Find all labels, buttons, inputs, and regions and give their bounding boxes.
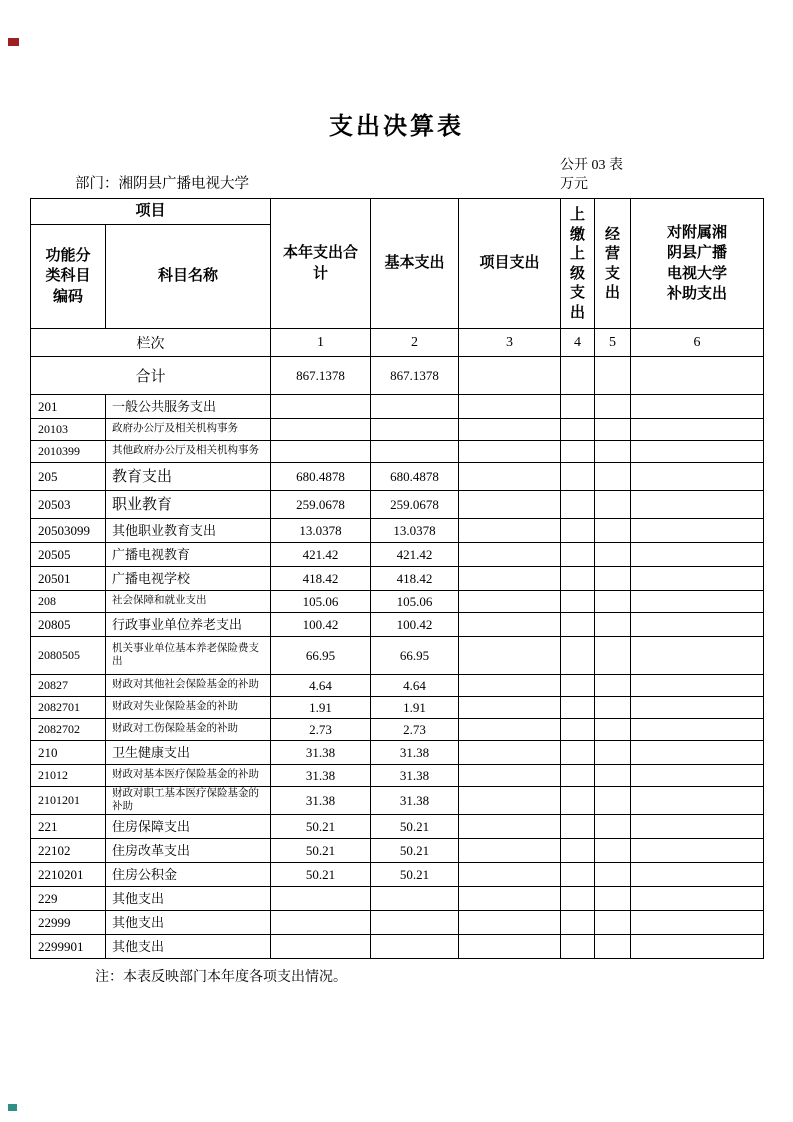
row-upper bbox=[561, 765, 595, 787]
row-project bbox=[459, 419, 561, 441]
unit-label: 万元 bbox=[560, 177, 588, 192]
page-title: 支出决算表 bbox=[329, 113, 464, 140]
row-subsidy bbox=[631, 697, 764, 719]
row-total: 1.91 bbox=[271, 697, 371, 719]
row-total: 105.06 bbox=[271, 591, 371, 613]
row-basic bbox=[371, 935, 459, 959]
row-name: 住房公积金 bbox=[106, 863, 271, 887]
table-row bbox=[31, 519, 764, 543]
row-operating bbox=[595, 787, 631, 815]
row-subsidy bbox=[631, 395, 764, 419]
row-project bbox=[459, 719, 561, 741]
table-row bbox=[31, 741, 764, 765]
row-basic: 100.42 bbox=[371, 613, 459, 637]
table-header bbox=[31, 199, 764, 395]
header-project-expenditure: 项目支出 bbox=[459, 199, 561, 329]
row-basic bbox=[371, 911, 459, 935]
row-project bbox=[459, 815, 561, 839]
row-operating bbox=[595, 697, 631, 719]
row-code: 205 bbox=[31, 463, 106, 491]
row-code: 201 bbox=[31, 395, 106, 419]
row-project bbox=[459, 637, 561, 675]
row-upper bbox=[561, 613, 595, 637]
row-code: 2082702 bbox=[31, 719, 106, 741]
row-code: 20501 bbox=[31, 567, 106, 591]
row-total: 50.21 bbox=[271, 839, 371, 863]
row-subsidy bbox=[631, 519, 764, 543]
row-total: 50.21 bbox=[271, 815, 371, 839]
row-project bbox=[459, 887, 561, 911]
row-upper bbox=[561, 887, 595, 911]
row-basic: 66.95 bbox=[371, 637, 459, 675]
index-row-label: 栏次 bbox=[31, 329, 271, 357]
row-name: 财政对失业保险基金的补助 bbox=[106, 697, 271, 719]
row-total: 13.0378 bbox=[271, 519, 371, 543]
row-operating bbox=[595, 395, 631, 419]
row-subsidy bbox=[631, 675, 764, 697]
row-total bbox=[271, 441, 371, 463]
row-upper bbox=[561, 911, 595, 935]
row-upper bbox=[561, 441, 595, 463]
row-operating bbox=[595, 911, 631, 935]
row-name: 政府办公厅及相关机构事务 bbox=[106, 419, 271, 441]
column-index: 2 bbox=[371, 329, 459, 357]
row-subsidy bbox=[631, 935, 764, 959]
row-subsidy bbox=[631, 741, 764, 765]
row-basic bbox=[371, 419, 459, 441]
column-index-row bbox=[31, 329, 764, 357]
row-operating bbox=[595, 441, 631, 463]
department-label: 部门：湘阴县广播电视大学 bbox=[75, 176, 249, 192]
row-operating bbox=[595, 463, 631, 491]
row-project bbox=[459, 741, 561, 765]
header-function-code-text: 功能分类科目编码 bbox=[45, 247, 91, 305]
table-row bbox=[31, 441, 764, 463]
row-basic: 418.42 bbox=[371, 567, 459, 591]
row-basic: 105.06 bbox=[371, 591, 459, 613]
total-row-total: 867.1378 bbox=[271, 357, 371, 395]
row-code: 22102 bbox=[31, 839, 106, 863]
row-name: 财政对基本医疗保险基金的补助 bbox=[106, 765, 271, 787]
total-row-operating bbox=[595, 357, 631, 395]
row-subsidy bbox=[631, 613, 764, 637]
row-subsidy bbox=[631, 463, 764, 491]
table-row bbox=[31, 911, 764, 935]
row-upper bbox=[561, 839, 595, 863]
header-operating-expenditure bbox=[595, 199, 631, 329]
row-name: 其他支出 bbox=[106, 887, 271, 911]
row-upper bbox=[561, 519, 595, 543]
row-name: 职业教育 bbox=[106, 491, 271, 519]
row-upper bbox=[561, 567, 595, 591]
row-upper bbox=[561, 637, 595, 675]
row-code: 20827 bbox=[31, 675, 106, 697]
row-basic: 50.21 bbox=[371, 863, 459, 887]
row-total: 31.38 bbox=[271, 765, 371, 787]
table-row bbox=[31, 463, 764, 491]
header-subsidy-text: 对附属湘阴县广播电视大学补助支出 bbox=[667, 224, 728, 302]
row-operating bbox=[595, 741, 631, 765]
row-name: 其他职业教育支出 bbox=[106, 519, 271, 543]
header-upper-text: 上缴上级支出 bbox=[570, 206, 586, 321]
row-project bbox=[459, 839, 561, 863]
row-upper bbox=[561, 491, 595, 519]
row-total: 421.42 bbox=[271, 543, 371, 567]
row-total: 259.0678 bbox=[271, 491, 371, 519]
row-project bbox=[459, 863, 561, 887]
row-operating bbox=[595, 887, 631, 911]
table-row bbox=[31, 765, 764, 787]
row-operating bbox=[595, 613, 631, 637]
row-subsidy bbox=[631, 719, 764, 741]
row-total: 66.95 bbox=[271, 637, 371, 675]
row-code: 221 bbox=[31, 815, 106, 839]
row-total: 50.21 bbox=[271, 863, 371, 887]
row-project bbox=[459, 591, 561, 613]
row-code: 2210201 bbox=[31, 863, 106, 887]
total-row-upper bbox=[561, 357, 595, 395]
row-total: 2.73 bbox=[271, 719, 371, 741]
row-upper bbox=[561, 419, 595, 441]
row-operating bbox=[595, 591, 631, 613]
row-subsidy bbox=[631, 567, 764, 591]
row-total: 31.38 bbox=[271, 787, 371, 815]
row-name: 行政事业单位养老支出 bbox=[106, 613, 271, 637]
row-project bbox=[459, 787, 561, 815]
header-operating-text: 经营支出 bbox=[605, 225, 621, 301]
total-row-basic: 867.1378 bbox=[371, 357, 459, 395]
row-subsidy bbox=[631, 815, 764, 839]
row-total: 4.64 bbox=[271, 675, 371, 697]
row-operating bbox=[595, 839, 631, 863]
table-row bbox=[31, 887, 764, 911]
row-subsidy bbox=[631, 911, 764, 935]
row-upper bbox=[561, 935, 595, 959]
row-project bbox=[459, 765, 561, 787]
row-upper bbox=[561, 741, 595, 765]
row-subsidy bbox=[631, 887, 764, 911]
row-total bbox=[271, 887, 371, 911]
row-basic: 31.38 bbox=[371, 741, 459, 765]
row-project bbox=[459, 441, 561, 463]
row-name: 其他支出 bbox=[106, 911, 271, 935]
row-name: 其他支出 bbox=[106, 935, 271, 959]
row-code: 2080505 bbox=[31, 637, 106, 675]
row-total: 100.42 bbox=[271, 613, 371, 637]
table-row bbox=[31, 637, 764, 675]
row-project bbox=[459, 519, 561, 543]
row-subsidy bbox=[631, 637, 764, 675]
expenditure-table bbox=[30, 198, 764, 959]
row-operating bbox=[595, 543, 631, 567]
table-row bbox=[31, 491, 764, 519]
row-code: 2101201 bbox=[31, 787, 106, 815]
table-row bbox=[31, 675, 764, 697]
header-subject-name: 科目名称 bbox=[106, 225, 271, 329]
table-row bbox=[31, 591, 764, 613]
row-code: 20503099 bbox=[31, 519, 106, 543]
row-basic: 2.73 bbox=[371, 719, 459, 741]
row-basic: 421.42 bbox=[371, 543, 459, 567]
row-basic: 31.38 bbox=[371, 787, 459, 815]
row-code: 208 bbox=[31, 591, 106, 613]
row-code: 2299901 bbox=[31, 935, 106, 959]
row-project bbox=[459, 911, 561, 935]
row-name: 财政对其他社会保险基金的补助 bbox=[106, 675, 271, 697]
column-index: 1 bbox=[271, 329, 371, 357]
footer-note: 注：本表反映部门本年度各项支出情况。 bbox=[95, 970, 347, 986]
row-code: 20805 bbox=[31, 613, 106, 637]
header-upper-level-expenditure bbox=[561, 199, 595, 329]
table-row bbox=[31, 863, 764, 887]
row-subsidy bbox=[631, 765, 764, 787]
row-upper bbox=[561, 543, 595, 567]
row-project bbox=[459, 935, 561, 959]
row-basic: 4.64 bbox=[371, 675, 459, 697]
row-operating bbox=[595, 765, 631, 787]
row-project bbox=[459, 567, 561, 591]
row-operating bbox=[595, 935, 631, 959]
row-operating bbox=[595, 419, 631, 441]
table-row bbox=[31, 613, 764, 637]
row-subsidy bbox=[631, 491, 764, 519]
row-operating bbox=[595, 637, 631, 675]
table-body bbox=[31, 395, 764, 959]
header-function-code bbox=[31, 225, 106, 329]
header-subsidy-expenditure bbox=[631, 199, 764, 329]
row-project bbox=[459, 697, 561, 719]
total-row-subsidy bbox=[631, 357, 764, 395]
row-operating bbox=[595, 491, 631, 519]
row-project bbox=[459, 395, 561, 419]
row-code: 20103 bbox=[31, 419, 106, 441]
row-basic bbox=[371, 395, 459, 419]
row-upper bbox=[561, 675, 595, 697]
row-basic bbox=[371, 887, 459, 911]
row-code: 20505 bbox=[31, 543, 106, 567]
row-upper bbox=[561, 719, 595, 741]
table-row bbox=[31, 567, 764, 591]
row-subsidy bbox=[631, 787, 764, 815]
column-index: 3 bbox=[459, 329, 561, 357]
row-operating bbox=[595, 815, 631, 839]
row-basic: 50.21 bbox=[371, 839, 459, 863]
row-name: 广播电视教育 bbox=[106, 543, 271, 567]
row-name: 财政对职工基本医疗保险基金的补助 bbox=[106, 787, 271, 815]
row-name: 广播电视学校 bbox=[106, 567, 271, 591]
column-index: 5 bbox=[595, 329, 631, 357]
row-code: 21012 bbox=[31, 765, 106, 787]
row-basic: 50.21 bbox=[371, 815, 459, 839]
row-upper bbox=[561, 815, 595, 839]
table-row bbox=[31, 719, 764, 741]
row-basic: 259.0678 bbox=[371, 491, 459, 519]
row-code: 22999 bbox=[31, 911, 106, 935]
row-upper bbox=[561, 787, 595, 815]
row-project bbox=[459, 543, 561, 567]
row-subsidy bbox=[631, 839, 764, 863]
table-row bbox=[31, 839, 764, 863]
header-project: 项目 bbox=[31, 199, 271, 225]
row-total bbox=[271, 935, 371, 959]
column-index: 6 bbox=[631, 329, 764, 357]
row-code: 2082701 bbox=[31, 697, 106, 719]
header-total-text: 本年支出合计 bbox=[283, 244, 359, 282]
grand-total-row bbox=[31, 357, 764, 395]
row-name: 住房保障支出 bbox=[106, 815, 271, 839]
row-name: 住房改革支出 bbox=[106, 839, 271, 863]
row-name: 财政对工伤保险基金的补助 bbox=[106, 719, 271, 741]
row-project bbox=[459, 613, 561, 637]
row-total bbox=[271, 911, 371, 935]
row-code: 229 bbox=[31, 887, 106, 911]
row-name: 一般公共服务支出 bbox=[106, 395, 271, 419]
column-index: 4 bbox=[561, 329, 595, 357]
row-operating bbox=[595, 675, 631, 697]
row-basic: 13.0378 bbox=[371, 519, 459, 543]
row-name: 机关事业单位基本养老保险费支出 bbox=[106, 637, 271, 675]
row-subsidy bbox=[631, 441, 764, 463]
total-row-project bbox=[459, 357, 561, 395]
table-row bbox=[31, 787, 764, 815]
row-operating bbox=[595, 719, 631, 741]
row-code: 2010399 bbox=[31, 441, 106, 463]
table-row bbox=[31, 543, 764, 567]
teal-corner-marker bbox=[8, 1104, 17, 1111]
row-basic: 31.38 bbox=[371, 765, 459, 787]
header-total-expenditure bbox=[271, 199, 371, 329]
row-subsidy bbox=[631, 863, 764, 887]
row-subsidy bbox=[631, 419, 764, 441]
row-project bbox=[459, 463, 561, 491]
row-total: 31.38 bbox=[271, 741, 371, 765]
table-row bbox=[31, 419, 764, 441]
row-total bbox=[271, 395, 371, 419]
table-row bbox=[31, 935, 764, 959]
row-project bbox=[459, 491, 561, 519]
row-operating bbox=[595, 519, 631, 543]
row-upper bbox=[561, 697, 595, 719]
row-upper bbox=[561, 591, 595, 613]
row-total: 418.42 bbox=[271, 567, 371, 591]
row-code: 20503 bbox=[31, 491, 106, 519]
table-row bbox=[31, 815, 764, 839]
table-row bbox=[31, 697, 764, 719]
row-name: 社会保障和就业支出 bbox=[106, 591, 271, 613]
row-name: 其他政府办公厅及相关机构事务 bbox=[106, 441, 271, 463]
row-upper bbox=[561, 463, 595, 491]
doc-number: 公开 03 表 bbox=[560, 158, 623, 173]
row-operating bbox=[595, 567, 631, 591]
row-subsidy bbox=[631, 591, 764, 613]
row-total bbox=[271, 419, 371, 441]
row-subsidy bbox=[631, 543, 764, 567]
row-total: 680.4878 bbox=[271, 463, 371, 491]
table-row bbox=[31, 395, 764, 419]
row-basic: 680.4878 bbox=[371, 463, 459, 491]
red-corner-marker bbox=[8, 38, 19, 46]
row-upper bbox=[561, 395, 595, 419]
row-basic bbox=[371, 441, 459, 463]
total-row-label: 合计 bbox=[31, 357, 271, 395]
row-project bbox=[459, 675, 561, 697]
row-name: 教育支出 bbox=[106, 463, 271, 491]
header-basic-expenditure: 基本支出 bbox=[371, 199, 459, 329]
meta-block bbox=[0, 142, 793, 198]
row-upper bbox=[561, 863, 595, 887]
row-basic: 1.91 bbox=[371, 697, 459, 719]
row-name: 卫生健康支出 bbox=[106, 741, 271, 765]
row-code: 210 bbox=[31, 741, 106, 765]
row-operating bbox=[595, 863, 631, 887]
